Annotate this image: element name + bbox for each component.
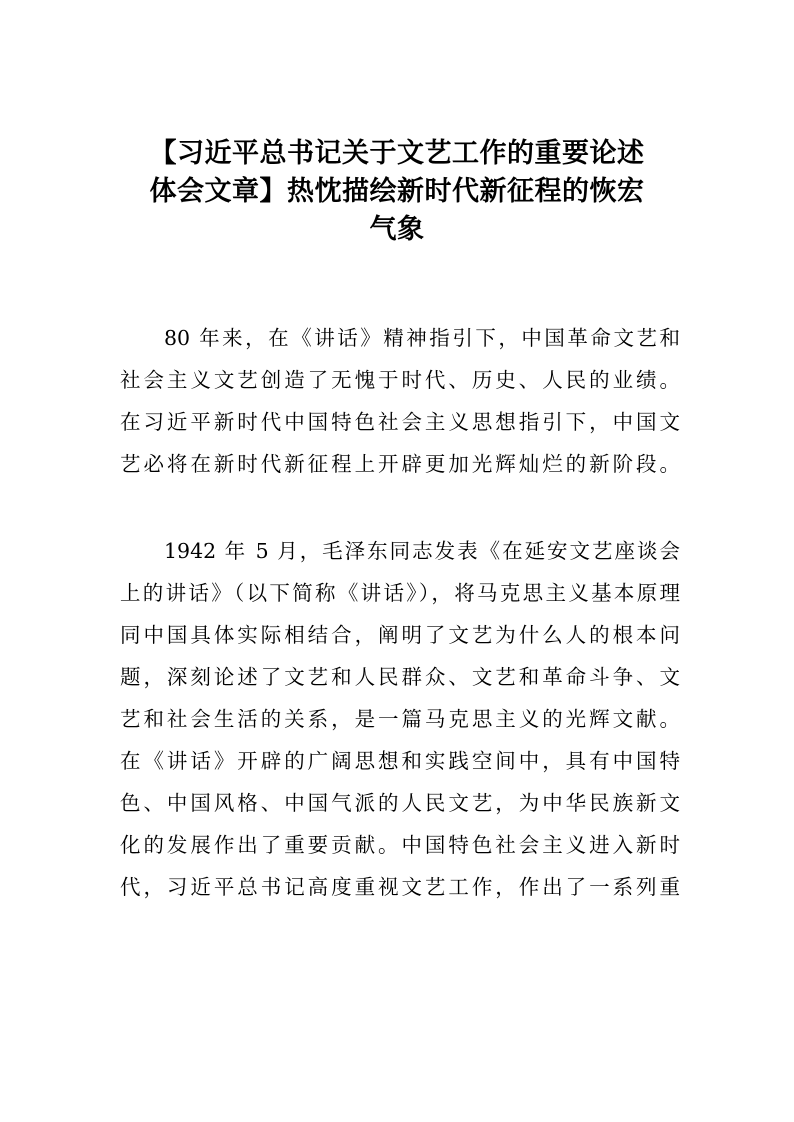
title-line: 气象 <box>369 214 425 245</box>
paragraph-line: 色、中国风格、中国气派的人民文艺，为中华民族新文 <box>120 791 680 815</box>
paragraph-line: 在《讲话》开辟的广阔思想和实践空间中，具有中国特 <box>120 749 680 773</box>
paragraph-line: 上的讲话》（以下简称《讲话》），将马克思主义基本原理 <box>120 581 680 605</box>
paragraph-line: 1942 年 5 月，毛泽东同志发表《在延安文艺座谈会 <box>164 539 680 563</box>
paragraph-line: 代，习近平总书记高度重视文艺工作，作出了一系列重 <box>120 875 680 899</box>
paragraph-line: 80 年来，在《讲话》精神指引下，中国革命文艺和 <box>164 326 680 350</box>
document-title <box>100 135 694 249</box>
paragraph-line: 社会主义文艺创造了无愧于时代、历史、人民的业绩。 <box>120 368 680 392</box>
paragraph-line: 艺和社会生活的关系，是一篇马克思主义的光辉文献。 <box>120 707 680 731</box>
paragraph-1 <box>120 317 680 485</box>
paragraph-2 <box>120 530 680 908</box>
paragraph-line: 题，深刻论述了文艺和人民群众、文艺和革命斗争、文 <box>120 665 680 689</box>
paragraph-line: 同中国具体实际相结合，阐明了文艺为什么人的根本问 <box>120 623 680 647</box>
title-line: 【习近平总书记关于文艺工作的重要论述 <box>149 138 645 169</box>
paragraph-line: 化的发展作出了重要贡献。中国特色社会主义进入新时 <box>120 833 680 857</box>
paragraph-line: 艺必将在新时代新征程上开辟更加光辉灿烂的新阶段。 <box>120 452 680 476</box>
paragraph-line: 在习近平新时代中国特色社会主义思想指引下，中国文 <box>120 410 680 434</box>
title-line: 体会文章】热忱描绘新时代新征程的恢宏 <box>149 176 645 207</box>
